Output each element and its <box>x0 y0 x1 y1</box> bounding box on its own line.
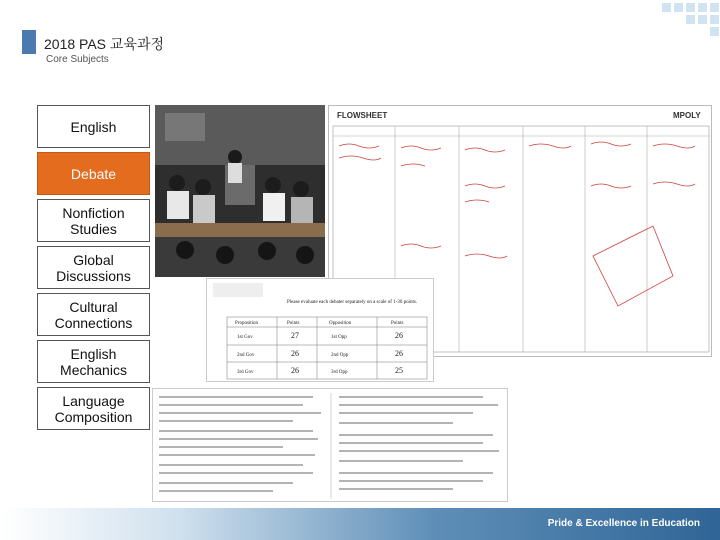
subject-debate[interactable]: Debate <box>37 152 150 195</box>
page-title: 2018 PAS 교육과정 <box>44 36 164 52</box>
feedback-notes-image <box>152 388 508 502</box>
score-row-label: 1st Gov <box>237 335 253 340</box>
score-value: 26 <box>395 331 403 340</box>
score-header-points-2: Points <box>391 321 404 326</box>
score-row-label: 2nd Gov <box>237 353 255 358</box>
footer-bar <box>0 508 720 540</box>
title-accent-bar <box>22 30 36 54</box>
subject-english[interactable]: English <box>37 105 150 148</box>
score-sheet-image <box>206 278 434 382</box>
score-row-label: 3rd Gov <box>237 370 254 375</box>
flowsheet-logo: MPOLY <box>673 111 701 120</box>
score-row-label: 2nd Opp <box>331 353 349 358</box>
score-value: 26 <box>291 366 299 375</box>
score-instruction: Please evaluate each debater separately on a scale of 1-30 points. <box>287 300 418 305</box>
subject-cultural-connections[interactable]: Cultural Connections <box>37 293 150 336</box>
subject-language-composition[interactable]: Language Composition <box>37 387 150 430</box>
flowsheet-heading: FLOWSHEET <box>337 111 388 120</box>
score-header-points-1: Points <box>287 321 300 326</box>
score-value: 25 <box>395 366 403 375</box>
score-value: 26 <box>291 349 299 358</box>
score-header-opposition: Opposition <box>329 321 352 326</box>
footer-slogan: Pride & Excellence in Education <box>547 518 700 529</box>
score-row-label: 1st Opp <box>331 335 347 340</box>
subject-english-mechanics[interactable]: English Mechanics <box>37 340 150 383</box>
subject-global-discussions[interactable]: Global Discussions <box>37 246 150 289</box>
score-value: 26 <box>395 349 403 358</box>
score-value: 27 <box>291 331 299 340</box>
score-header-proposition: Proposition <box>235 321 259 326</box>
subject-nonfiction-studies[interactable]: Nonfiction Studies <box>37 199 150 242</box>
debate-classroom-photo <box>155 105 325 277</box>
page-subtitle: Core Subjects <box>46 54 109 65</box>
score-row-label: 3rd Opp <box>331 370 348 375</box>
corner-decoration <box>570 0 720 40</box>
